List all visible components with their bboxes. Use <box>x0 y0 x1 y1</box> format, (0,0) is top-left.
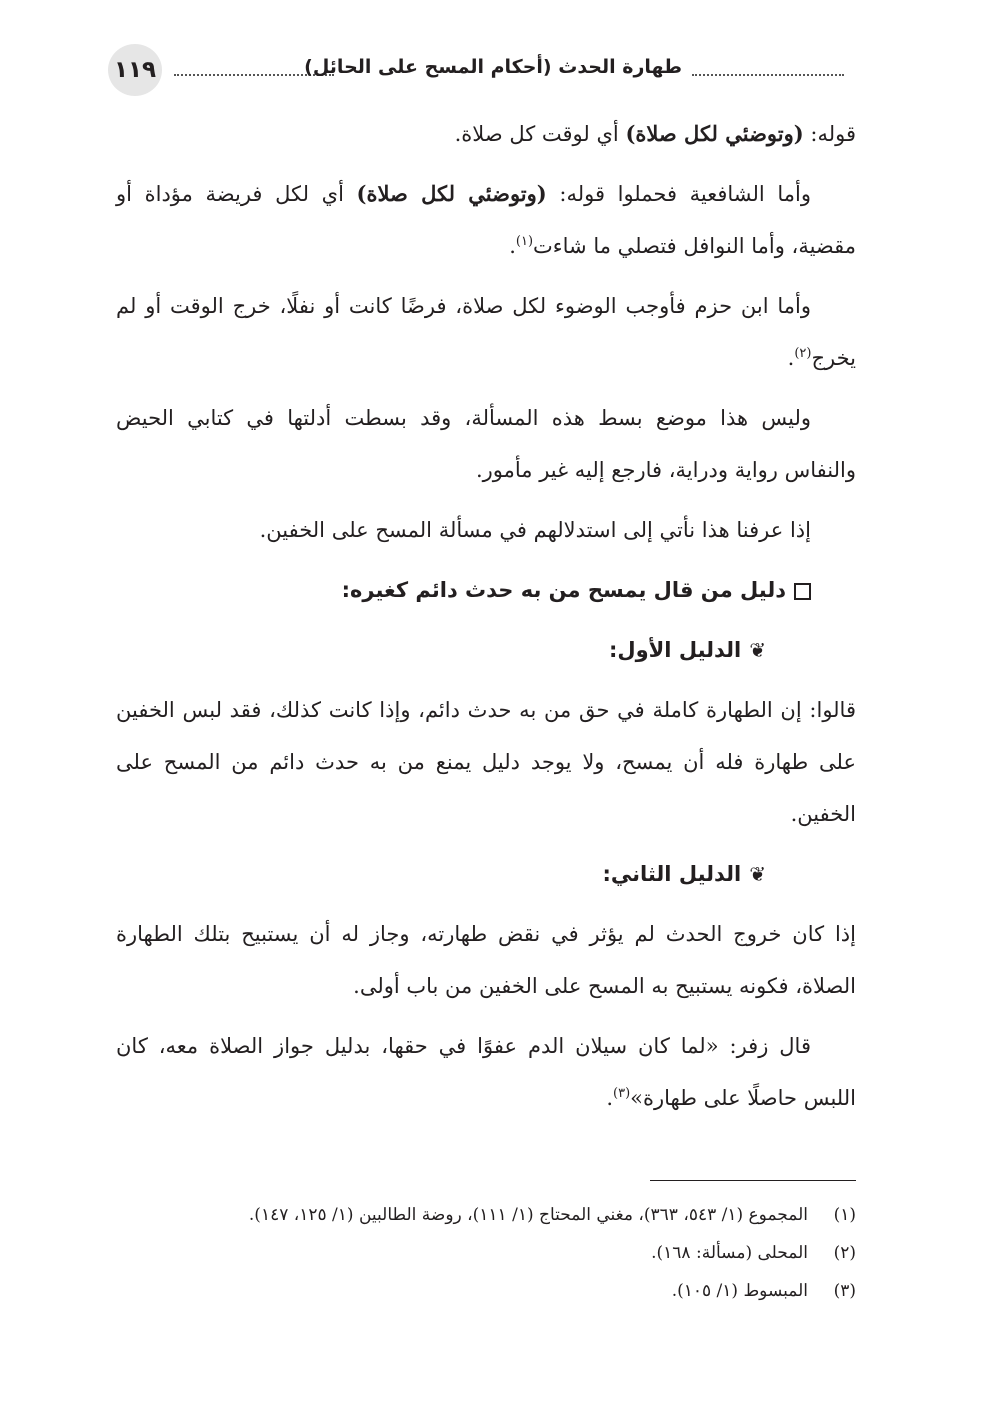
footnote-1 <box>116 1196 856 1234</box>
paragraph-2 <box>116 168 856 272</box>
section-heading <box>116 564 856 616</box>
footnote-number: (٣) <box>833 1281 856 1301</box>
footnote-text: المحلى (مسألة: ١٦٨). <box>651 1243 808 1263</box>
paragraph-8 <box>116 1020 856 1124</box>
footnote-2 <box>116 1234 856 1272</box>
text-run: أي لوقت كل صلاة. <box>454 122 626 146</box>
running-title: طهارة الحدث (أحكام المسح على الحائل) <box>304 56 682 78</box>
footnote-number: (٢) <box>833 1243 856 1263</box>
footnote-number: (١) <box>833 1205 856 1225</box>
paragraph-7: إذا كان خروج الحدث لم يؤثر في نقض طهارته، وجاز له أن يستبيح بتلك الطهارة الصلاة، فكونه يستبيح به المسح على الخفين من باب أولى. <box>116 922 856 998</box>
text-run: وأما ابن حزم فأوجب الوضوء لكل صلاة، فرضًا كانت أو نفلًا، خرج الوقت أو لم يخرج <box>116 294 856 370</box>
paragraph-1 <box>116 108 856 160</box>
footnote-text: المبسوط (١/ ١٠٥). <box>671 1281 808 1301</box>
footnote-ref-1[interactable]: (١) <box>515 234 534 249</box>
footnote-divider <box>650 1180 856 1181</box>
footnote-3 <box>116 1272 856 1310</box>
footnote-ref-3[interactable]: (٣) <box>613 1086 631 1101</box>
page-number: ١١٩ <box>108 44 162 96</box>
subheading-first-evidence <box>116 624 856 676</box>
header-dot-leader-right <box>692 74 844 76</box>
paragraph-6: قالوا: إن الطهارة كاملة في حق من به حدث دائم، وإذا كانت كذلك، فقد لبس الخفين على طهارة فله أن يمسح، ولا يوجد دليل يمنع من به حدث دائم من المسح على الخفين. <box>116 698 856 826</box>
text-run: . <box>509 234 516 258</box>
checkbox-square-icon <box>794 583 811 600</box>
paragraph-5: إذا عرفنا هذا نأتي إلى استدلالهم في مسألة المسح على الخفين. <box>259 518 811 542</box>
paragraph-3 <box>116 280 856 384</box>
text-run: . <box>787 346 795 370</box>
text-run: قوله: <box>803 122 856 146</box>
leaf-ornament-icon: ❦ <box>749 862 766 886</box>
footnote-ref-2[interactable]: (٢) <box>794 346 812 361</box>
section-heading-text: دليل من قال يمسح من به حدث دائم كغيره: <box>341 578 786 602</box>
paragraph-4: وليس هذا موضع بسط هذه المسألة، وقد بسطت أدلتها في كتابي الحيض والنفاس رواية ودراية، فارجع إليه غير مأمور. <box>116 406 856 482</box>
subheading-text: الدليل الثاني: <box>602 862 742 886</box>
quoted-hadith: (وتوضئي لكل صلاة) <box>356 181 547 206</box>
footnotes <box>116 1196 856 1310</box>
main-text <box>116 108 856 1132</box>
quoted-hadith: (وتوضئي لكل صلاة) <box>625 121 804 146</box>
leaf-ornament-icon: ❦ <box>749 638 766 662</box>
footnote-text: المجموع (١/ ٥٤٣، ٣٦٣)، مغني المحتاج (١/ ١١١)، روضة الطالبين (١/ ١٢٥، ١٤٧). <box>248 1205 808 1225</box>
subheading-second-evidence <box>116 848 856 900</box>
text-run: وأما الشافعية فحملوا قوله: <box>546 182 812 206</box>
text-run: أي لكل فريضة مؤداة أو مقضية، وأما النوافل فتصلي ما شاءت <box>116 182 856 258</box>
text-run: قال زفر: «لما كان سيلان الدم عفوًا في حقها، بدليل جواز الصلاة معه، كان اللبس حاصلًا على طهارة» <box>116 1034 856 1110</box>
subheading-text: الدليل الأول: <box>609 638 742 662</box>
text-run: . <box>606 1086 614 1110</box>
page-header <box>108 44 848 96</box>
